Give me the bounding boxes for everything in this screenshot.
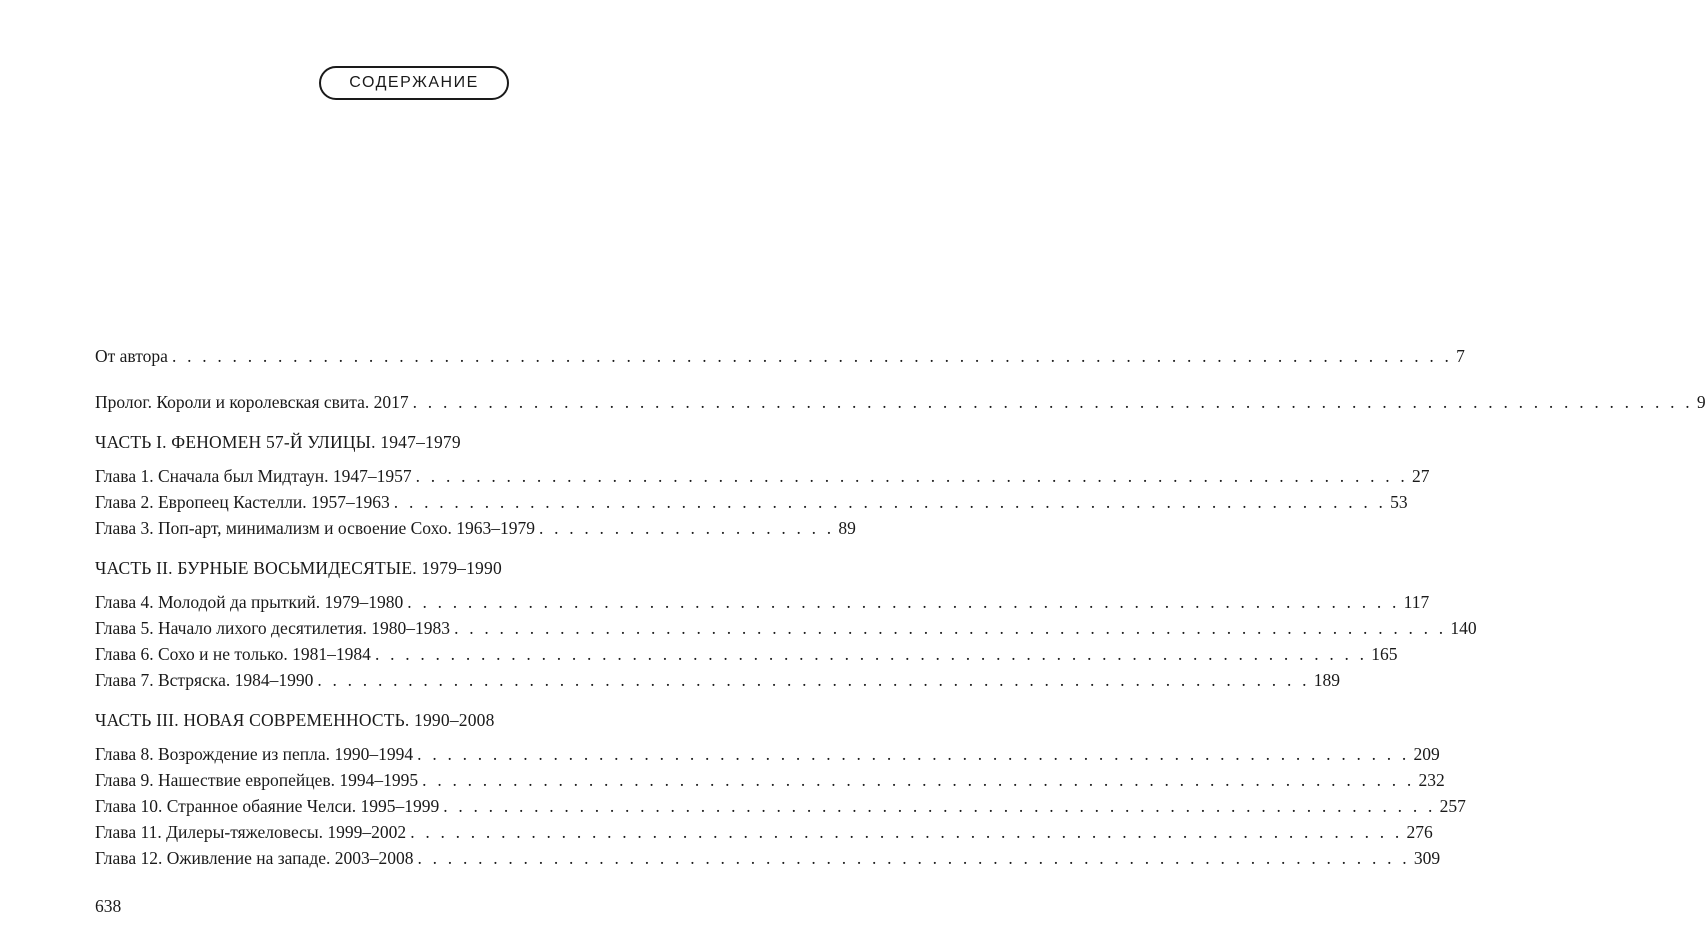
toc-entry-chapter[interactable] [95, 667, 1340, 693]
page-number: 638 [95, 896, 122, 916]
dot-leader: . . . . . . . . . . . . . . . . . . . . . . . . . . . . . . . . . . . . . . . . . . . . . . . . . . . . . . . . . . . . . . . . . . [407, 592, 1400, 612]
toc-entry-chapter[interactable] [95, 515, 856, 541]
table-of-contents [95, 343, 1706, 871]
toc-entry-chapter[interactable] [95, 463, 1430, 489]
entry-page: 140 [1450, 618, 1477, 638]
entry-title: Глава 12. Оживление на западе. 2003–2008 [95, 848, 414, 868]
toc-entry-chapter[interactable] [95, 589, 1430, 615]
dot-leader: . . . . . . . . . . . . . . . . . . . . . . . . . . . . . . . . . . . . . . . . . . . . . . . . . . . . . . . . . . . . . . . . . . [417, 848, 1410, 868]
entry-title: Пролог. Короли и королевская свита. 2017 [95, 392, 409, 412]
toc-entry-chapter[interactable] [95, 641, 1398, 667]
dot-leader: . . . . . . . . . . . . . . . . . . . . [538, 518, 835, 538]
entry-page: 9 [1696, 392, 1706, 412]
entry-title: Глава 5. Начало лихого десятилетия. 1980–1983 [95, 618, 451, 638]
toc-entry-author[interactable] [95, 343, 1465, 369]
entry-title: Глава 3. Поп-арт, минимализм и освоение Сохо. 1963–1979 [95, 518, 535, 538]
entry-page: 309 [1413, 848, 1441, 868]
dot-leader: . . . . . . . . . . . . . . . . . . . . . . . . . . . . . . . . . . . . . . . . . . . . . . . . . . . . . . . . . . . . . . . . . . [410, 822, 1403, 842]
entry-page: 27 [1411, 466, 1430, 486]
entry-title: Глава 7. Встряска. 1984–1990 [95, 670, 314, 690]
part-heading-3: ЧАСТЬ III. НОВАЯ СОВРЕМЕННОСТЬ. 1990–2008 [95, 710, 495, 730]
part-heading-1: ЧАСТЬ I. ФЕНОМЕН 57-Й УЛИЦЫ. 1947–1979 [95, 432, 461, 452]
entry-title: Глава 4. Молодой да прыткий. 1979–1980 [95, 592, 404, 612]
entry-title: Глава 9. Нашествие европейцев. 1994–1995 [95, 770, 419, 790]
entry-page: 189 [1313, 670, 1340, 690]
dot-leader: . . . . . . . . . . . . . . . . . . . . . . . . . . . . . . . . . . . . . . . . . . . . . . . . . . . . . . . . . . . . . . . . . . [454, 618, 1447, 638]
dot-leader: . . . . . . . . . . . . . . . . . . . . . . . . . . . . . . . . . . . . . . . . . . . . . . . . . . . . . . . . . . . . . . . . . . . . . . . . . . . . . . . . . . . . . [412, 392, 1693, 412]
toc-entry-chapter[interactable] [95, 615, 1477, 641]
dot-leader: . . . . . . . . . . . . . . . . . . . . . . . . . . . . . . . . . . . . . . . . . . . . . . . . . . . . . . . . . . . . . . . . . . [393, 492, 1387, 512]
dot-leader: . . . . . . . . . . . . . . . . . . . . . . . . . . . . . . . . . . . . . . . . . . . . . . . . . . . . . . . . . . . . . . . . . . [317, 670, 1310, 690]
entry-page: 209 [1413, 744, 1440, 764]
entry-page: 232 [1418, 770, 1445, 790]
entry-title: Глава 8. Возрождение из пепла. 1990–1994 [95, 744, 414, 764]
toc-entry-chapter[interactable] [95, 793, 1466, 819]
toc-heading: СОДЕРЖАНИЕ [319, 66, 509, 100]
entry-page: 257 [1439, 796, 1466, 816]
entry-title: От автора [95, 346, 168, 366]
entry-title: Глава 1. Сначала был Мидтаун. 1947–1957 [95, 466, 412, 486]
toc-entry-chapter[interactable] [95, 489, 1408, 515]
entry-title: Глава 10. Странное обаяние Челси. 1995–1999 [95, 796, 440, 816]
toc-entry-chapter[interactable] [95, 767, 1445, 793]
entry-title: Глава 11. Дилеры-тяжеловесы. 1999–2002 [95, 822, 407, 842]
toc-entry-chapter[interactable] [95, 845, 1441, 871]
part-heading-2: ЧАСТЬ II. БУРНЫЕ ВОСЬМИДЕСЯТЫЕ. 1979–1990 [95, 558, 502, 578]
dot-leader: . . . . . . . . . . . . . . . . . . . . . . . . . . . . . . . . . . . . . . . . . . . . . . . . . . . . . . . . . . . . . . . . . . . . . . . . . . . . . . . . . . . . . [171, 346, 1453, 366]
dot-leader: . . . . . . . . . . . . . . . . . . . . . . . . . . . . . . . . . . . . . . . . . . . . . . . . . . . . . . . . . . . . . . . . . . [374, 644, 1368, 664]
entry-page: 7 [1456, 346, 1465, 366]
entry-page: 117 [1403, 592, 1430, 612]
entry-page: 276 [1406, 822, 1433, 842]
toc-entry-prologue[interactable] [95, 389, 1706, 415]
entry-page: 165 [1371, 644, 1398, 664]
toc-entry-chapter[interactable] [95, 819, 1433, 845]
dot-leader: . . . . . . . . . . . . . . . . . . . . . . . . . . . . . . . . . . . . . . . . . . . . . . . . . . . . . . . . . . . . . . . . . . [415, 466, 1408, 486]
dot-leader: . . . . . . . . . . . . . . . . . . . . . . . . . . . . . . . . . . . . . . . . . . . . . . . . . . . . . . . . . . . . . . . . . . [417, 744, 1410, 764]
toc-entry-chapter[interactable] [95, 741, 1440, 767]
entry-title: Глава 6. Сохо и не только. 1981–1984 [95, 644, 371, 664]
entry-page: 53 [1390, 492, 1408, 512]
entry-title: Глава 2. Европеец Кастелли. 1957–1963 [95, 492, 390, 512]
dot-leader: . . . . . . . . . . . . . . . . . . . . . . . . . . . . . . . . . . . . . . . . . . . . . . . . . . . . . . . . . . . . . . . . . . [443, 796, 1436, 816]
entry-page: 89 [838, 518, 856, 538]
dot-leader: . . . . . . . . . . . . . . . . . . . . . . . . . . . . . . . . . . . . . . . . . . . . . . . . . . . . . . . . . . . . . . . . . . [422, 770, 1415, 790]
